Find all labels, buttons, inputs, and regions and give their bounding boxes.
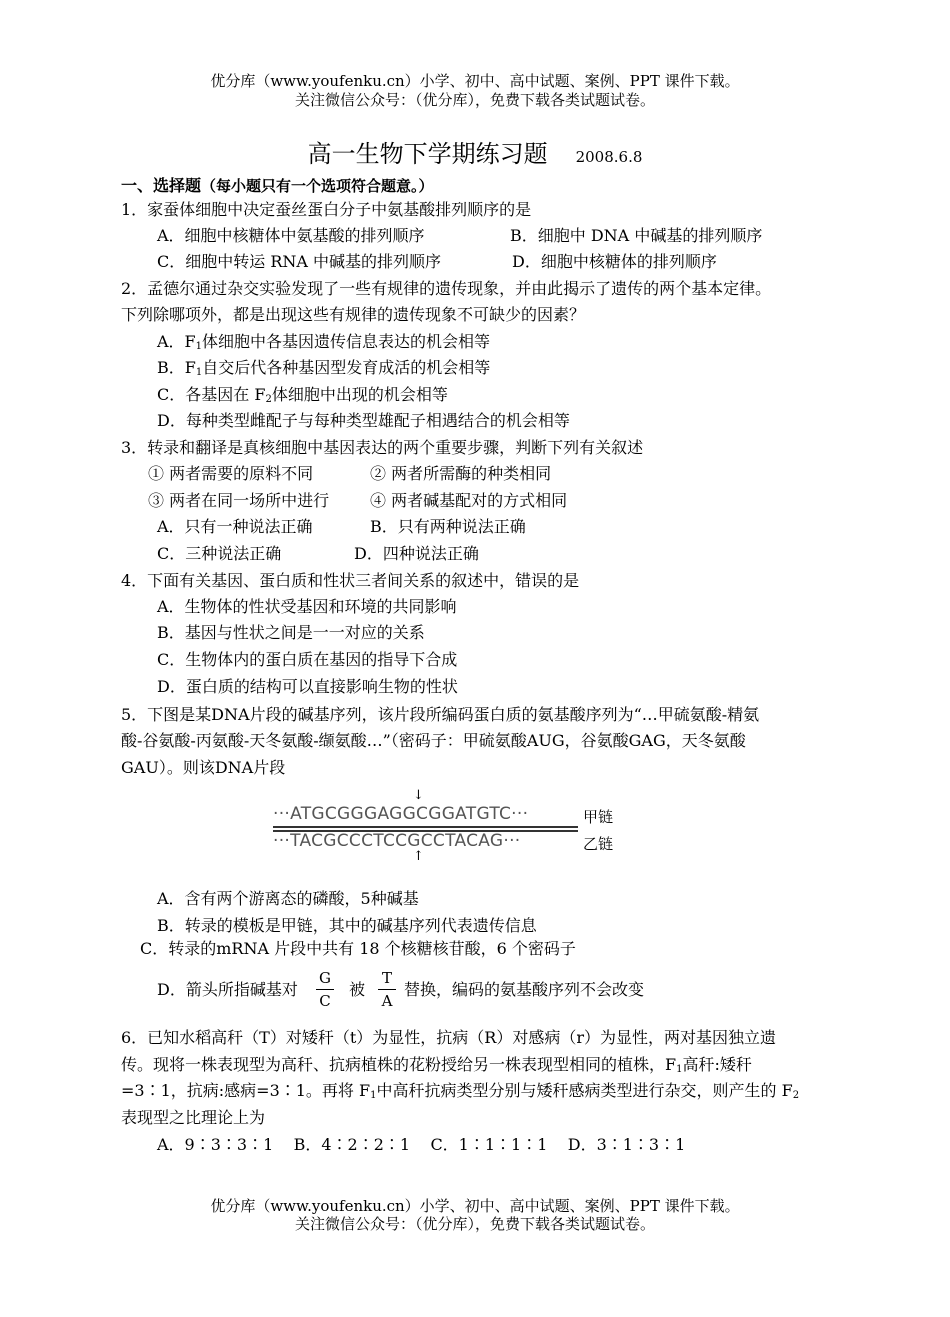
q2-stem-1: 2．孟德尔通过杂交实验发现了一些有规律的遗传现象，并由此揭示了遗传的两个基本定律。	[121, 279, 772, 298]
q3-stem: 3．转录和翻译是真核细胞中基因表达的两个重要步骤，判断下列有关叙述	[121, 438, 644, 457]
header-line-2: 关注微信公众号：（优分库），免费下载各类试题试卷。	[294, 91, 655, 109]
q5-option-a: A．含有两个游离态的磷酸，5种碱基	[157, 889, 419, 908]
q2-option-a: A．$F_1$体细胞中各基因遗传信息表达的机会相等	[157, 332, 491, 352]
q2-stem-2: 下列除哪项外，都是出现这些有规律的遗传现象不可缺少的因素？	[121, 305, 586, 324]
q2-option-d: D．每种类型雌配子与每种类型雄配子相遇结合的机会相等	[157, 411, 570, 430]
q4-option-a: A．生物体的性状受基因和环境的共同影响	[157, 597, 457, 616]
q2-option-c: C．各基因在 $F_2$体细胞中出现的机会相等	[157, 385, 448, 405]
q1-option-a: A．细胞中核糖体中氨基酸的排列顺序	[157, 226, 425, 245]
q5-option-d-pre: D．箭头所指碱基对	[157, 980, 298, 999]
arrow-up-icon: ↑	[413, 849, 424, 864]
q5-option-d-post: 替换，编码的氨基酸序列不会改变	[404, 980, 645, 999]
dna-strand-2: ···TACGCCCTCCGCCTACAG···	[273, 831, 521, 851]
q3-option-c: C．三种说法正确	[157, 544, 282, 563]
footer-line-2: 关注微信公众号：（优分库），免费下载各类试题试卷。	[294, 1215, 655, 1233]
q6-line-4: 表现型之比理论上为	[121, 1108, 266, 1127]
title-date: 2008.6.8	[575, 148, 643, 166]
q4-option-d: D．蛋白质的结构可以直接影响生物的性状	[157, 677, 458, 696]
q3-option-b: B．只有两种说法正确	[370, 517, 526, 536]
q1-option-c: C．细胞中转运 RNA 中碱基的排列顺序	[157, 252, 442, 271]
q3-statement-2: ② 两者所需酶的种类相同	[370, 464, 552, 483]
q3-option-a: A．只有一种说法正确	[157, 517, 313, 536]
dna-strand-1: ···ATGCGGGAGGCGGATGTC···	[273, 804, 529, 824]
q3-statement-4: ④ 两者碱基配对的方式相同	[370, 491, 568, 510]
strand-2-label: 乙链	[583, 835, 614, 853]
strand-1-label: 甲链	[583, 808, 614, 826]
header-line-1: 优分库（www.youfenku.cn）小学、初中、高中试题、案例、PPT 课件下载。	[210, 72, 740, 90]
q4-stem: 4．下面有关基因、蛋白质和性状三者间关系的叙述中，错误的是	[121, 571, 580, 590]
q6-options: A．9∶3∶3∶1 B．4∶2∶2∶1 C．1∶1∶1∶1 D．3∶1∶3∶1	[157, 1135, 686, 1154]
q3-statement-1: ① 两者需要的原料不同	[148, 464, 314, 483]
arrow-down-icon: ↓	[413, 788, 424, 803]
base-pair-fraction-1: G C	[316, 969, 334, 1010]
q5-stem-2: 酸-谷氨酸-丙氨酸-天冬氨酸-缬氨酸…”（密码子：甲硫氨酸AUG，谷氨酸GAG，天冬氨酸	[121, 731, 746, 750]
q5-option-c: C．转录的mRNA 片段中共有 18 个核糖核苷酸，6 个密码子	[140, 939, 576, 958]
title-main: 高一生物下学期练习题	[307, 140, 548, 168]
base-pair-fraction-2: T A	[378, 969, 396, 1010]
q5-stem-1: 5．下图是某DNA片段的碱基序列，该片段所编码蛋白质的氨基酸序列为“…甲硫氨酸-精氨	[121, 705, 760, 724]
q6-line-2: 传。现将一株表现型为高秆、抗病植株的花粉授给另一株表现型相同的植株，$F_1$高秆:矮秆	[121, 1055, 752, 1075]
q3-statement-3: ③ 两者在同一场所中进行	[148, 491, 330, 510]
q5-stem-3: GAU）。则该DNA片段	[121, 758, 286, 777]
q2-option-b: B．$F_1$自交后代各种基因型发育成活的机会相等	[157, 358, 491, 378]
q4-option-c: C．生物体内的蛋白质在基因的指导下合成	[157, 650, 458, 669]
section-heading	[121, 175, 434, 197]
q1-option-b: B．细胞中 DNA 中碱基的排列顺序	[510, 226, 763, 245]
footer-line-1: 优分库（www.youfenku.cn）小学、初中、高中试题、案例、PPT 课件下载。	[210, 1197, 740, 1215]
page-title	[0, 134, 950, 169]
section-title: 一、选择题	[121, 176, 202, 195]
q1-option-d: D．细胞中核糖体的排列顺序	[512, 252, 717, 271]
q5-option-d-mid: 被	[349, 980, 366, 999]
q6-line-3: =3∶1，抗病:感病=3∶1。再将 $F_1$中高秆抗病类型分别与矮秆感病类型进行杂交，则产生的 $F_2$	[121, 1081, 800, 1101]
q3-option-d: D．四种说法正确	[354, 544, 479, 563]
dna-backbone-line-1	[273, 826, 578, 828]
q1-stem: 1．家蚕体细胞中决定蚕丝蛋白分子中氨基酸排列顺序的是	[121, 200, 532, 219]
section-note: （每小题只有一个选项符合题意。）	[201, 177, 434, 195]
q5-option-b: B．转录的模板是甲链，其中的碱基序列代表遗传信息	[157, 916, 537, 935]
q4-option-b: B．基因与性状之间是一一对应的关系	[157, 623, 425, 642]
q6-line-1: 6．已知水稻高秆（T）对矮秆（t）为显性，抗病（R）对感病（r）为显性，两对基因独立遗	[121, 1028, 776, 1047]
